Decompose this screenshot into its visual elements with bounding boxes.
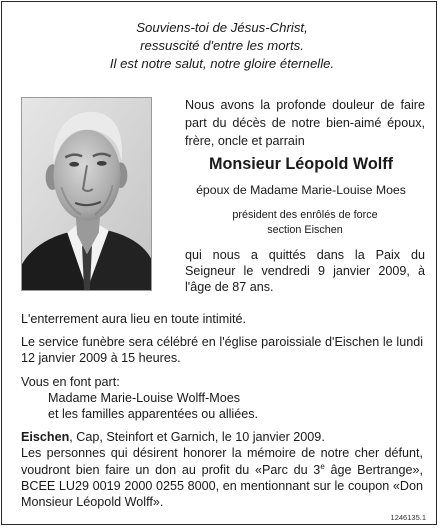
reference-number: 1246135.1 [390, 513, 426, 522]
funeral-details [21, 311, 423, 510]
role-description [185, 208, 425, 238]
announcement-intro: Nous avons la profonde douleur de faire part du décès de notre bien-aimé époux, frère, oncle et parrain [185, 98, 425, 148]
mourner-line-1: Madame Marie-Louise Wolff-Moes [48, 390, 241, 405]
place-date-line [21, 429, 423, 445]
ordinal-suffix: e [320, 461, 325, 471]
mourner-line-2: et les familles apparentées ou alliées. [48, 407, 259, 422]
signature-rest: , Cap, Steinfort et Garnich, le 10 janvier 2009. [69, 430, 325, 445]
deceased-name: Monsieur Léopold Wolff [208, 155, 394, 173]
role-line-2: section Eischen [267, 224, 343, 236]
portrait-illustration [22, 98, 151, 290]
donation-request [21, 445, 423, 510]
spouse-line: époux de Madame Marie-Louise Moes [196, 183, 406, 197]
donation-text-1: Les personnes qui désirent honorer la mémoire de notre cher défunt, voudront bien faire un don au profit du «Parc du 3 [21, 446, 423, 477]
portrait-photo [21, 97, 152, 291]
verse-line-2: ressuscité d'entre les morts. [140, 38, 304, 53]
obituary-notice [1, 1, 437, 525]
signature-place: Eischen [21, 430, 70, 445]
verse-line-1: Souviens-toi de Jésus-Christ, [136, 20, 308, 35]
mourners-heading: Vous en font part: [21, 374, 120, 389]
role-line-1: président des enrôlés de force [232, 209, 378, 221]
scripture-verse [2, 19, 440, 73]
donation-text-2: âge Bertrange», BCEE LU29 0019 2000 0255 8000, en mentionnant sur le coupon «Don Monsieur Léopold Wolff». [21, 462, 423, 510]
burial-notice: L'enterrement aura lieu en toute intimité. [21, 312, 247, 326]
passing-statement: qui nous a quittés dans la Paix du Seigneur le vendredi 9 janvier 2009, à l'âge de 87 ans. [185, 248, 425, 294]
verse-line-3: Il est notre salut, notre gloire éternelle. [109, 56, 335, 71]
service-notice: Le service funèbre sera célébré en l'église paroissiale d'Eischen le lundi 12 janvier 2009 à 15 heures. [21, 335, 423, 366]
